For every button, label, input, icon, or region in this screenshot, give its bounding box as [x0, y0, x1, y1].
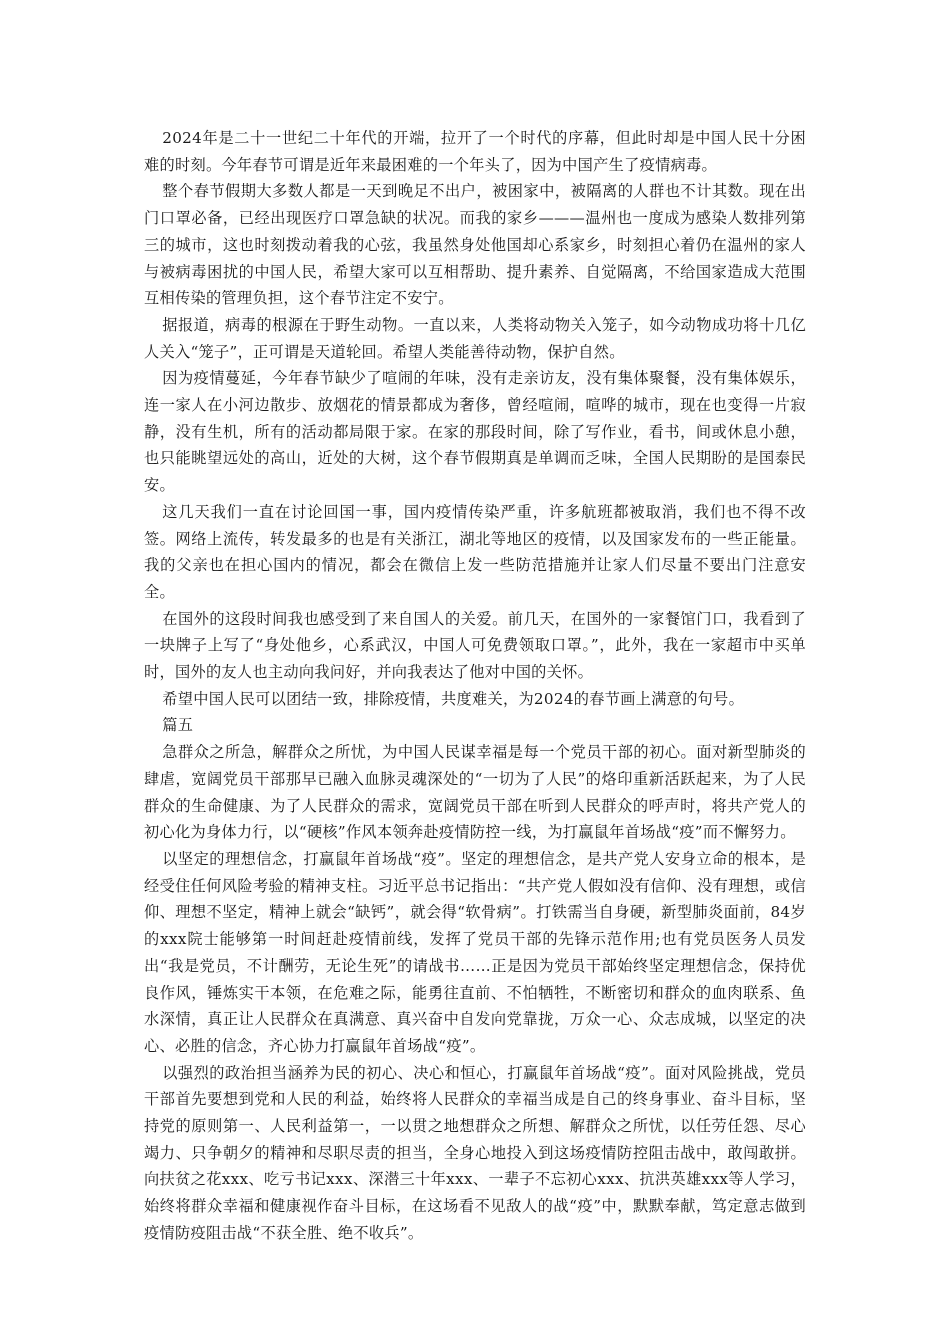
paragraph-3: 据报道，病毒的根源在于野生动物。一直以来，人类将动物关入笼子，如今动物成功将十几亿人关入“笼子”，正可谓是天道轮回。希望人类能善待动物，保护自然。	[144, 315, 806, 361]
paragraph-6: 在国外的这段时间我也感受到了来自国人的关爱。前几天，在国外的一家餐馆门口，我看到了一块牌子上写了“身处他乡，心系武汉，中国人可免费领取口罩。”，此外，我在一家超市中买单时，国外的友人也主动向我问好，并向我表达了他对中国的关怀。	[144, 609, 806, 682]
paragraph-7: 希望中国人民可以团结一致，排除疫情，共度难关，为2024的春节画上满意的句号。	[162, 689, 745, 708]
paragraph-8: 急群众之所急，解群众之所忧，为中国人民谋幸福是每一个党员干部的初心。面对新型肺炎的肆虐，宽阔党员干部那早已融入血脉灵魂深处的“一切为了人民”的烙印重新活跃起来，为了人民群众的生命健康、为了人民群众的需求，宽阔党员干部在听到人民群众的呼声时，将共产党人的初心化为身体力行，以“硬核”作风本领奔赴疫情防控一线，为打赢鼠年首场战“疫”而不懈努力。	[144, 743, 806, 842]
section-heading: 篇五	[162, 716, 194, 735]
paragraph-4: 因为疫情蔓延，今年春节缺少了喧闹的年味，没有走亲访友，没有集体聚餐，没有集体娱乐，连一家人在小河边散步、放烟花的情景都成为奢侈，曾经喧闹，喧哗的城市，现在也变得一片寂静，没有生机，所有的活动都局限于家。在家的那段时间，除了写作业，看书，间或休息小憩，也只能眺望远处的高山，近处的大树，这个春节假期真是单调而乏味，全国人民期盼的是国泰民安。	[144, 369, 806, 495]
paragraph-10: 以强烈的政治担当涵养为民的初心、决心和恒心，打赢鼠年首场战“疫”。面对风险挑战，党员干部首先要想到党和人民的利益，始终将人民群众的幸福当成是自己的终身事业、奋斗目标，坚持党的原则第一、人民利益第一，一以贯之地想群众之所想、解群众之所忧，以任劳任怨、尽心竭力、只争朝夕的精神和尽职尽责的担当，全身心地投入到这场疫情防控阻击战中，敢闯敢拼。向扶贫之花xxx、吃亏书记xxx、深潜三十年xxx、一辈子不忘初心xxx、抗洪英雄xxx等人学习，始终将群众幸福和健康视作奋斗目标，在这场看不见敌人的战“疫”中，默默奉献，笃定意志做到疫情防疫阻击战“不获全胜、绝不收兵”。	[144, 1063, 806, 1242]
document-body	[144, 125, 806, 1247]
paragraph-1: 2024年是二十一世纪二十年代的开端，拉开了一个时代的序幕，但此时却是中国人民十分困难的时刻。今年春节可谓是近年来最困难的一个年头了，因为中国产生了疫情病毒。	[144, 129, 806, 174]
paragraph-2: 整个春节假期大多数人都是一天到晚足不出户，被困家中，被隔离的人群也不计其数。现在出门口罩必备，已经出现医疗口罩急缺的状况。而我的家乡———温州也一度成为感染人数排列第三的城市，这也时刻拨动着我的心弦，我虽然身处他国却心系家乡，时刻担心着仍在温州的家人与被病毒困扰的中国人民，希望大家可以互相帮助、提升素养、自觉隔离，不给国家造成大范围互相传染的管理负担，这个春节注定不安宁。	[144, 182, 806, 308]
paragraph-5: 这几天我们一直在讨论回国一事，国内疫情传染严重，许多航班都被取消，我们也不得不改签。网络上流传，转发最多的也是有关浙江，湖北等地区的疫情，以及国家发布的一些正能量。我的父亲也在担心国内的情况，都会在微信上发一些防范措施并让家人们尽量不要出门注意安全。	[144, 502, 806, 601]
paragraph-9: 以坚定的理想信念，打赢鼠年首场战“疫”。坚定的理想信念，是共产党人安身立命的根本，是经受住任何风险考验的精神支柱。习近平总书记指出：“共产党人假如没有信仰、没有理想，或信仰、理想不坚定，精神上就会“缺钙”，就会得“软骨病”。打铁需当自身硬，新型肺炎面前，84岁的xxx院士能够第一时间赶赴疫情前线，发挥了党员干部的先锋示范作用;也有党员医务人员发出“我是党员，不计酬劳，无论生死”的请战书……正是因为党员干部始终坚定理想信念，保持优良作风，锤炼实干本领，在危难之际，能勇往直前、不怕牺牲，不断密切和群众的血肉联系、鱼水深情，真正让人民群众在真满意、真兴奋中自发向党靠拢，万众一心、众志成城，以坚定的决心、必胜的信念，齐心协力打赢鼠年首场战“疫”。	[144, 849, 806, 1055]
